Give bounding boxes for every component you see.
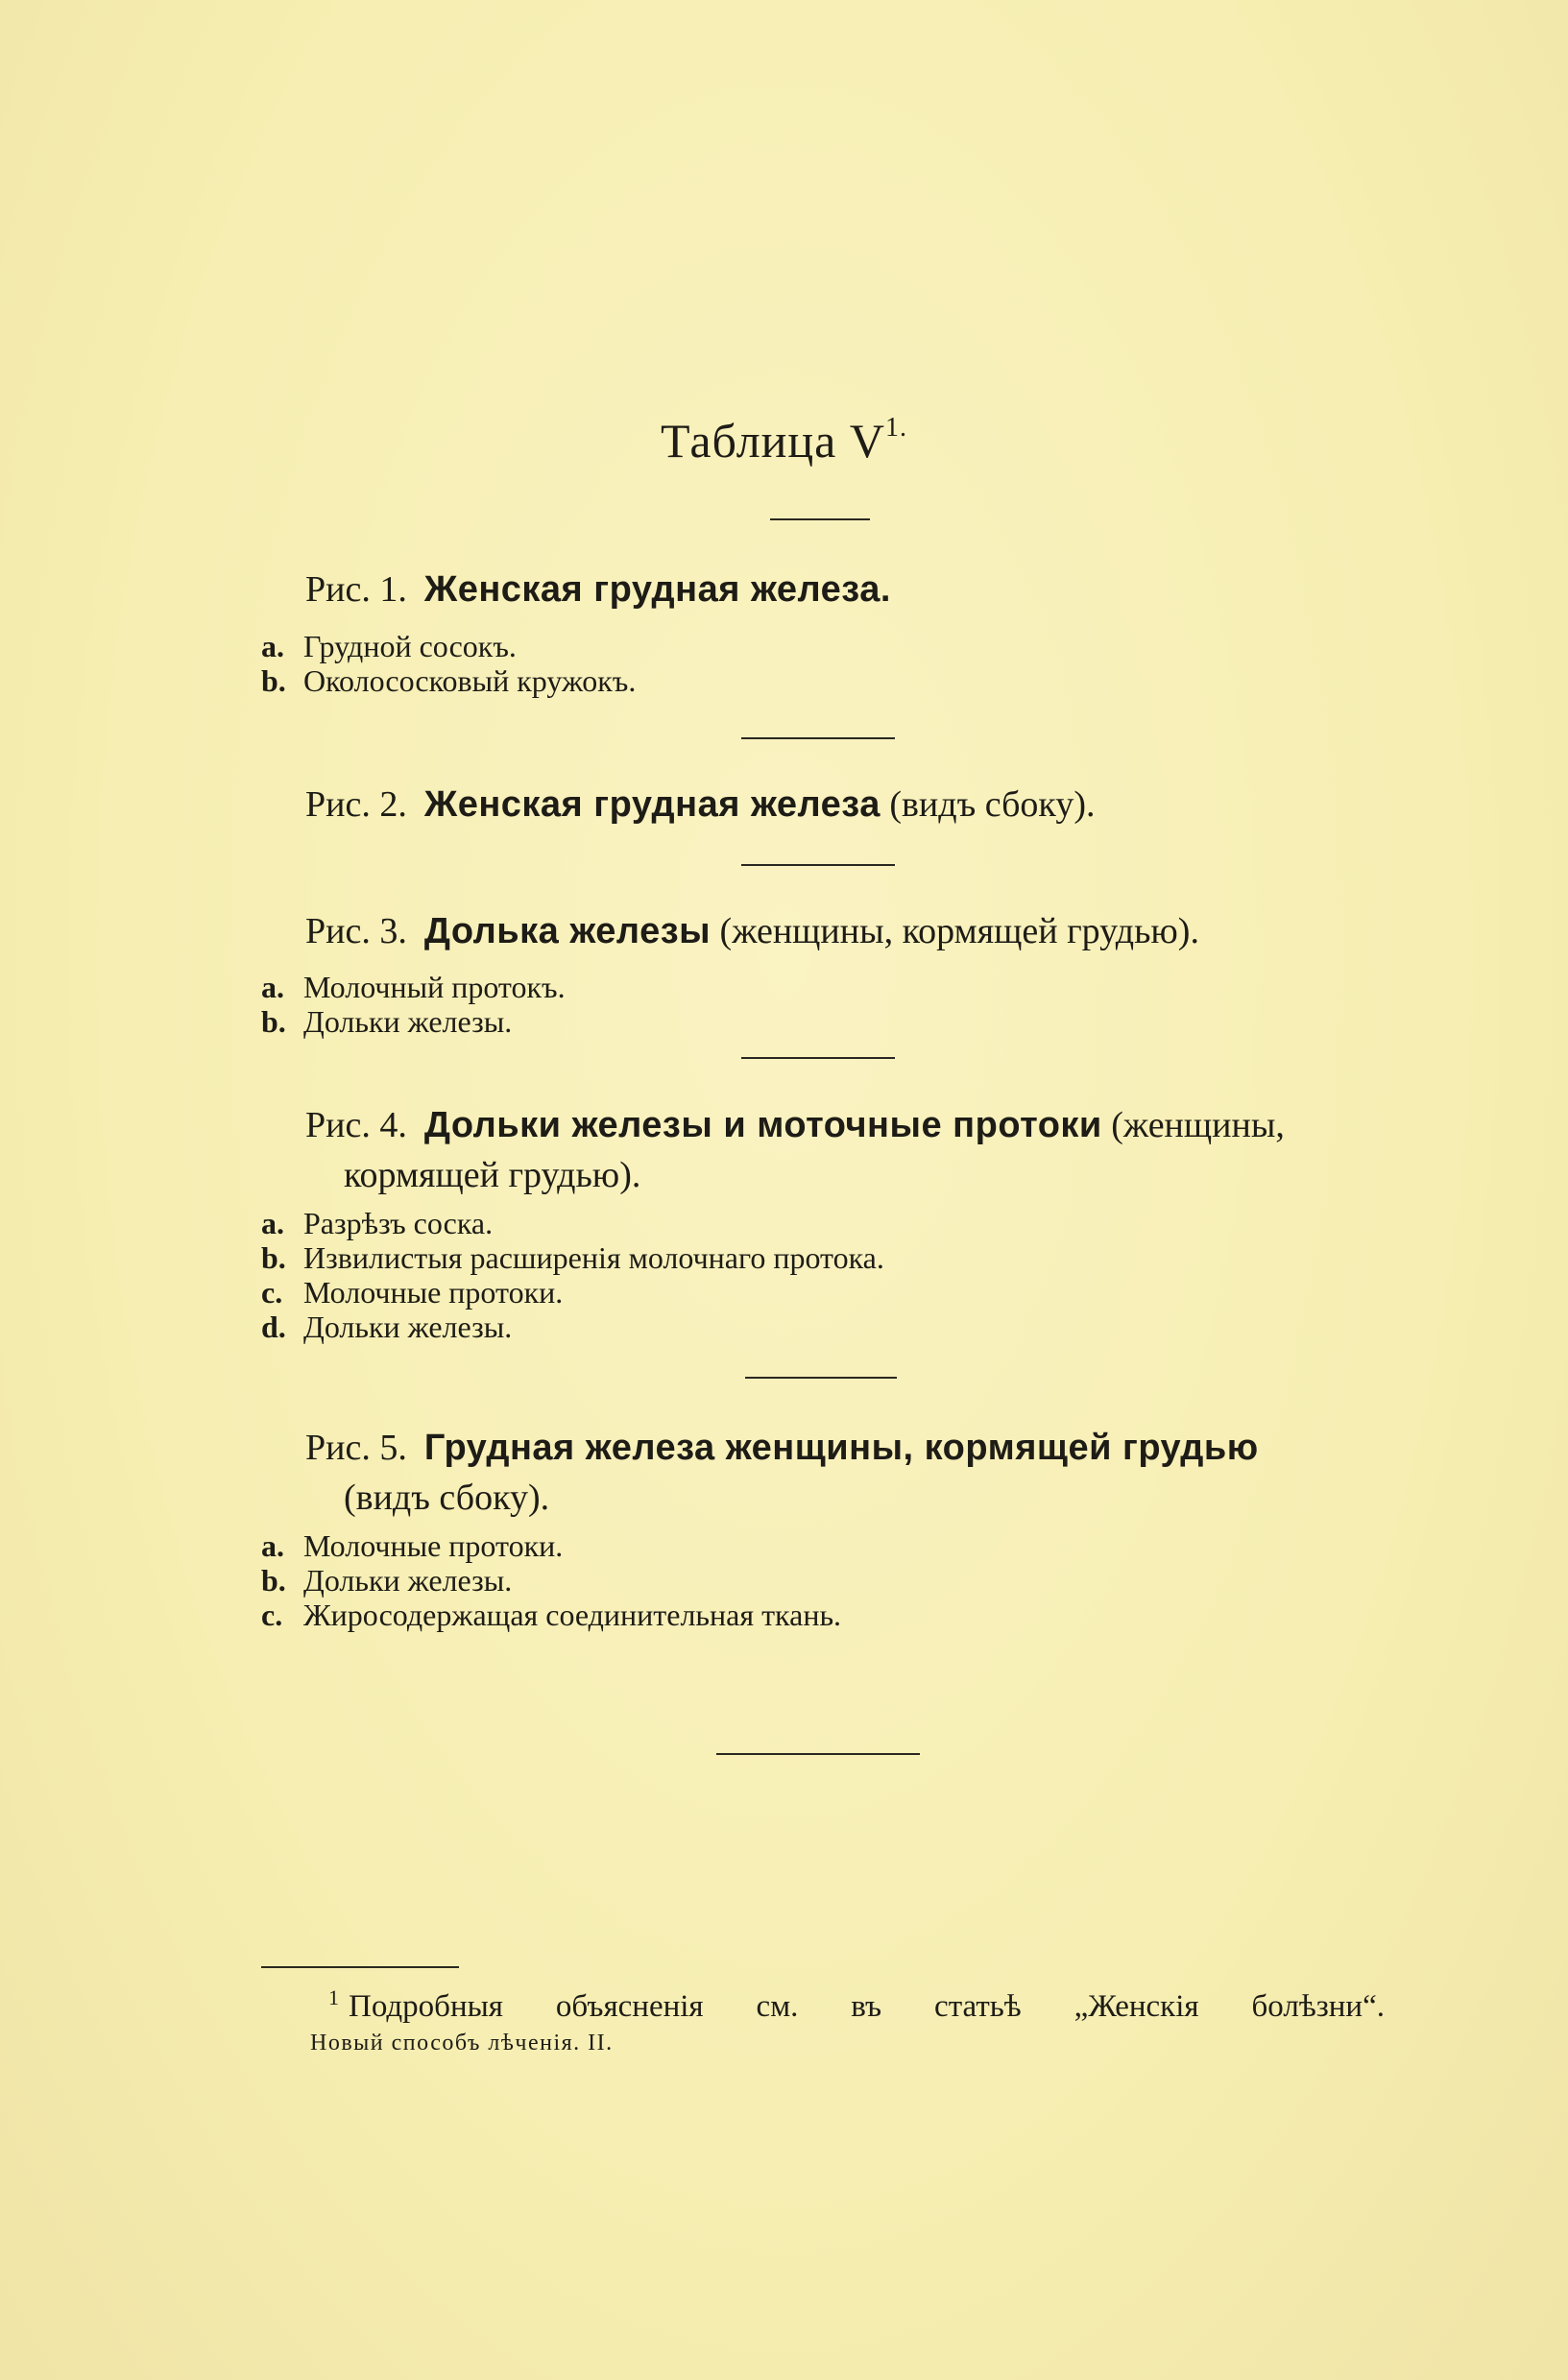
page-title: Таблица $V^{1.}$	[661, 413, 907, 468]
legend-item: a. Разрѣзъ соска.	[261, 1206, 494, 1240]
figure-3-legend	[261, 970, 1413, 1039]
footnote-rule	[261, 1966, 459, 1968]
legend-item: a. Грудной сосокъ.	[261, 629, 517, 663]
signature-line: Новый способъ лѣченія. II.	[310, 2031, 614, 2055]
divider	[770, 518, 870, 520]
legend-item: c. Молочные протоки.	[261, 1275, 564, 1310]
figure-5-caption: Рис. 5. Грудная железа женщины, кормящей грудью (видъ сбоку).	[305, 1428, 1259, 1518]
legend-item: b. Дольки железы.	[261, 1004, 513, 1039]
figure-2-caption: Рис. 2. Женская грудная железа (видъ сбоку).	[305, 784, 1096, 825]
divider	[745, 1377, 897, 1379]
figure-1-caption: Рис. 1. Женская грудная железа.	[305, 569, 891, 610]
footnote: $^1$ Подробныя объясненія см. въ статьѣ „Женскія болѣзни“.	[328, 1985, 1385, 2024]
title-footnote-mark: 1.	[884, 413, 907, 443]
legend-item: d. Дольки железы.	[261, 1310, 513, 1344]
figure-3-caption: Рис. 3. Долька железы (женщины, кормящей грудью).	[305, 911, 1199, 951]
figure-4-legend	[261, 1206, 1413, 1344]
figure-1-legend	[261, 629, 1413, 698]
divider	[741, 1057, 895, 1059]
divider	[716, 1753, 920, 1755]
figure-4-caption: Рис. 4. Дольки железы и моточные протоки (женщины, кормящей грудью).	[305, 1105, 1285, 1195]
legend-item: c. Жиросодержащая соединительная ткань.	[261, 1598, 842, 1632]
legend-item: b. Извилистыя расширенія молочнаго протока.	[261, 1240, 884, 1275]
legend-item: a. Молочный протокъ.	[261, 970, 566, 1004]
divider	[741, 864, 895, 866]
legend-item: b. Околососковый кружокъ.	[261, 663, 637, 698]
divider	[741, 737, 895, 739]
legend-item: b. Дольки железы.	[261, 1563, 513, 1598]
legend-item: a. Молочные протоки.	[261, 1528, 564, 1563]
figure-5-legend	[261, 1528, 1413, 1632]
